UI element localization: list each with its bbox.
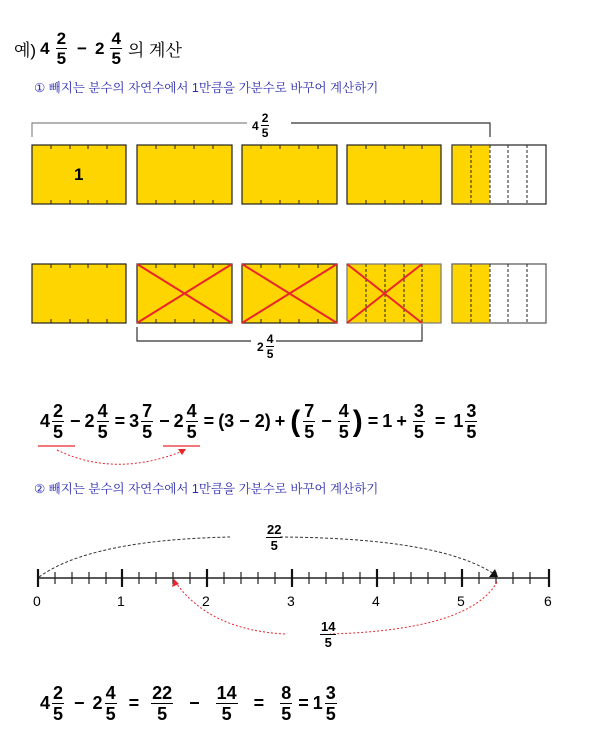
title-prefix: 예) — [14, 41, 37, 60]
title-a-whole: 4 — [40, 38, 50, 58]
method1-label: ① 빼지는 분수의 자연수에서 1만큼을 가분수로 바꾸어 계산하기 — [34, 81, 379, 95]
tick-label-6: 6 — [544, 593, 552, 609]
bottom-arc-left — [176, 583, 285, 634]
bottom-bracket-label: 2 $\frac{4}{5}$ — [257, 332, 274, 361]
title-b-whole: 2 — [94, 38, 105, 58]
top-arc-label: $\frac{22}{5}$ — [267, 522, 282, 553]
tick-label-3: 3 — [287, 593, 295, 609]
top-arc-right — [280, 537, 494, 574]
top-arc-arrowhead — [489, 569, 498, 577]
bottom-arc-right — [330, 582, 497, 634]
method1-equation: 4 $\frac{2}{5}$ − 2 $\frac{4}{5}$ = 3 $\frac{7}{5}$ − 2 $\frac{4}{5}$ = (3 − 2) + ( $\frac{7}{5}$ − $\frac{4}{5}$ ) = 1 + $\frac{3}{5}$ = 1 $\frac{3}{5}$ — [40, 401, 477, 442]
top-bracket-right — [291, 123, 490, 137]
top-bracket-label: 4 $\frac{2}{5}$ — [252, 111, 269, 140]
method2-label: ② 빼지는 분수의 자연수에서 1만큼을 가분수로 바꾸어 계산하기 — [34, 482, 379, 496]
borrow-arrowhead — [178, 449, 186, 455]
borrow-arrow — [57, 450, 183, 464]
number-line — [38, 569, 549, 587]
bottom-arc-label: $\frac{14}{5}$ — [321, 619, 336, 650]
row1-boxes — [32, 145, 546, 204]
bottom-bracket-right — [396, 327, 422, 341]
method2-equation: 4 $\frac{2}{5}$ − 2 $\frac{4}{5}$ = $\frac{22}{5}$ − $\frac{14}{5}$ = $\frac{8}{5}$ = 1 $\frac{3}{5}$ — [40, 683, 336, 724]
bottom-bracket-left — [137, 327, 251, 341]
title-a-frac: $\frac{2}{5}$ — [56, 29, 67, 68]
title-b-frac: $\frac{4}{5}$ — [111, 29, 121, 68]
top-bracket-left — [32, 123, 247, 137]
title-suffix: 의 계산 — [127, 41, 182, 60]
tick-label-1: 1 — [117, 593, 125, 609]
tick-label-5: 5 — [457, 593, 465, 609]
tick-label-0: 0 — [33, 593, 41, 609]
top-arc-left — [39, 537, 230, 577]
tick-label-4: 4 — [372, 593, 380, 609]
tick-label-2: 2 — [202, 593, 210, 609]
unit-label: 1 — [74, 165, 84, 184]
title-minus: − — [77, 38, 87, 58]
